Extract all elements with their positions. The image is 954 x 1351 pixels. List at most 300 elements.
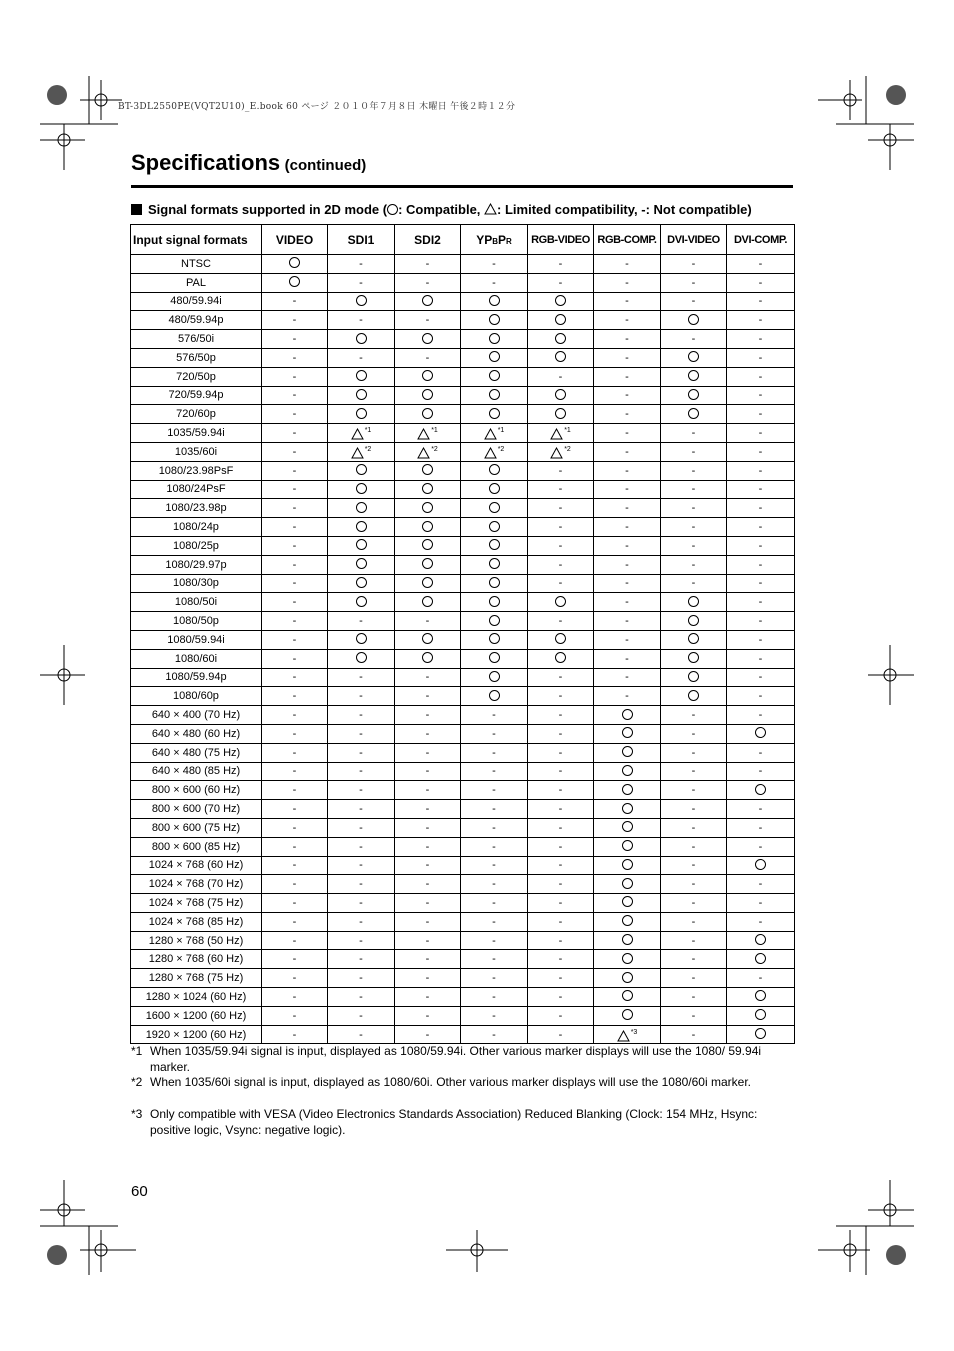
not-compatible-cell: - xyxy=(461,988,528,1007)
not-compatible-cell: - xyxy=(727,367,795,386)
compatible-cell xyxy=(262,273,328,292)
table-row xyxy=(131,593,795,612)
not-compatible-cell: - xyxy=(262,1006,328,1025)
not-compatible-cell: - xyxy=(594,442,661,461)
format-cell: 1280 × 1024 (60 Hz) xyxy=(131,988,262,1007)
not-compatible-cell: - xyxy=(262,555,328,574)
not-compatible-cell: - xyxy=(594,536,661,555)
book-header-line: BT-3DL2550PE(VQT2U10)_E.book 60 ページ ２０１０年７月８日 木曜日 午後２時１２分 xyxy=(118,102,516,112)
compatible-cell xyxy=(727,781,795,800)
not-compatible-cell: - xyxy=(727,273,795,292)
format-cell: 1035/60i xyxy=(131,442,262,461)
not-compatible-cell: - xyxy=(262,518,328,537)
table-row xyxy=(131,649,795,668)
footnote-ref: *1 xyxy=(431,427,438,435)
limited-cell xyxy=(461,442,528,461)
circle-icon xyxy=(555,633,566,644)
not-compatible-cell: - xyxy=(461,856,528,875)
limited-cell xyxy=(395,442,461,461)
compatible-cell xyxy=(328,386,395,405)
not-compatible-cell: - xyxy=(461,781,528,800)
not-compatible-cell: - xyxy=(727,348,795,367)
triangle-icon xyxy=(484,447,497,459)
not-compatible-cell: - xyxy=(528,762,594,781)
compatible-cell xyxy=(594,950,661,969)
not-compatible-cell: - xyxy=(727,480,795,499)
triangle-icon xyxy=(484,203,497,215)
circle-icon xyxy=(489,558,500,569)
table-row xyxy=(131,1025,795,1044)
not-compatible-cell: - xyxy=(328,988,395,1007)
circle-icon xyxy=(755,953,766,964)
circle-icon xyxy=(622,990,633,1001)
circle-icon xyxy=(555,408,566,419)
compatible-cell xyxy=(395,593,461,612)
not-compatible-cell: - xyxy=(528,574,594,593)
not-compatible-cell: - xyxy=(395,781,461,800)
circle-icon xyxy=(422,633,433,644)
not-compatible-cell: - xyxy=(594,273,661,292)
circle-icon xyxy=(755,859,766,870)
footnote xyxy=(131,1107,791,1138)
table-row xyxy=(131,612,795,631)
header-dvi-video: DVI-VIDEO xyxy=(661,225,727,255)
circle-icon xyxy=(422,596,433,607)
header-video: VIDEO xyxy=(262,225,328,255)
compatible-cell xyxy=(395,630,461,649)
not-compatible-cell: - xyxy=(727,330,795,349)
circle-icon xyxy=(422,408,433,419)
header-sdi2: SDI2 xyxy=(395,225,461,255)
compatible-cell xyxy=(461,480,528,499)
not-compatible-cell: - xyxy=(461,1006,528,1025)
compatible-cell xyxy=(328,330,395,349)
circle-icon xyxy=(489,483,500,494)
not-compatible-cell: - xyxy=(528,781,594,800)
not-compatible-cell: - xyxy=(395,612,461,631)
not-compatible-cell: - xyxy=(528,1025,594,1044)
not-compatible-cell: - xyxy=(262,536,328,555)
format-cell: 1024 × 768 (85 Hz) xyxy=(131,912,262,931)
compatible-cell xyxy=(461,367,528,386)
compatible-cell xyxy=(528,330,594,349)
compatible-cell xyxy=(594,912,661,931)
circle-icon xyxy=(555,295,566,306)
format-cell: 1024 × 768 (60 Hz) xyxy=(131,856,262,875)
compatible-cell xyxy=(328,518,395,537)
not-compatible-cell: - xyxy=(528,818,594,837)
circle-icon xyxy=(387,204,398,215)
compatible-cell xyxy=(395,480,461,499)
header-dvi-comp: DVI-COMP. xyxy=(727,225,795,255)
table-row xyxy=(131,818,795,837)
compatible-cell xyxy=(395,386,461,405)
circle-icon xyxy=(356,483,367,494)
not-compatible-cell: - xyxy=(328,1006,395,1025)
not-compatible-cell: - xyxy=(528,988,594,1007)
footnote-ref: *2 xyxy=(564,445,571,453)
compatible-cell xyxy=(594,706,661,725)
not-compatible-cell: - xyxy=(262,837,328,856)
format-cell: NTSC xyxy=(131,255,262,274)
compatible-cell xyxy=(461,499,528,518)
compatible-cell xyxy=(661,593,727,612)
not-compatible-cell: - xyxy=(594,292,661,311)
not-compatible-cell: - xyxy=(395,856,461,875)
section-lead: Signal formats supported in 2D mode ( xyxy=(148,202,388,217)
square-bullet-icon xyxy=(131,204,142,215)
compatible-cell xyxy=(328,499,395,518)
header-input-signal-formats: Input signal formats xyxy=(131,225,262,255)
circle-icon xyxy=(289,276,300,287)
not-compatible-cell: - xyxy=(395,687,461,706)
section-compatible: : Compatible, xyxy=(398,202,485,217)
circle-icon xyxy=(356,577,367,588)
not-compatible-cell: - xyxy=(727,969,795,988)
not-compatible-cell: - xyxy=(594,668,661,687)
limited-cell xyxy=(395,424,461,443)
not-compatible-cell: - xyxy=(461,255,528,274)
not-compatible-cell: - xyxy=(594,424,661,443)
page-title xyxy=(131,150,366,176)
circle-icon xyxy=(555,333,566,344)
compatible-cell xyxy=(594,724,661,743)
compatible-cell xyxy=(661,386,727,405)
not-compatible-cell: - xyxy=(528,687,594,706)
not-compatible-cell: - xyxy=(395,894,461,913)
circle-icon xyxy=(688,351,699,362)
circle-icon xyxy=(489,370,500,381)
circle-icon xyxy=(688,408,699,419)
compatible-cell xyxy=(328,461,395,480)
compatible-cell xyxy=(461,405,528,424)
not-compatible-cell: - xyxy=(262,988,328,1007)
not-compatible-cell: - xyxy=(461,950,528,969)
not-compatible-cell: - xyxy=(727,706,795,725)
not-compatible-cell: - xyxy=(461,818,528,837)
not-compatible-cell: - xyxy=(328,1025,395,1044)
circle-icon xyxy=(489,539,500,550)
circle-icon xyxy=(356,633,367,644)
not-compatible-cell: - xyxy=(395,273,461,292)
not-compatible-cell: - xyxy=(661,461,727,480)
footnote xyxy=(131,1044,791,1075)
circle-icon xyxy=(555,351,566,362)
not-compatible-cell: - xyxy=(594,386,661,405)
header-sdi1: SDI1 xyxy=(328,225,395,255)
circle-icon xyxy=(555,596,566,607)
table-row xyxy=(131,367,795,386)
circle-icon xyxy=(356,539,367,550)
circle-icon xyxy=(489,464,500,475)
not-compatible-cell: - xyxy=(461,969,528,988)
not-compatible-cell: - xyxy=(328,724,395,743)
format-cell: 1080/60p xyxy=(131,687,262,706)
triangle-icon xyxy=(550,447,563,459)
not-compatible-cell: - xyxy=(528,856,594,875)
not-compatible-cell: - xyxy=(528,536,594,555)
circle-icon xyxy=(555,314,566,325)
not-compatible-cell: - xyxy=(528,499,594,518)
circle-icon xyxy=(489,615,500,626)
compatible-cell xyxy=(594,837,661,856)
not-compatible-cell: - xyxy=(528,931,594,950)
not-compatible-cell: - xyxy=(262,593,328,612)
circle-icon xyxy=(688,652,699,663)
not-compatible-cell: - xyxy=(727,687,795,706)
circle-icon xyxy=(422,521,433,532)
not-compatible-cell: - xyxy=(262,386,328,405)
not-compatible-cell: - xyxy=(328,762,395,781)
not-compatible-cell: - xyxy=(727,649,795,668)
not-compatible-cell: - xyxy=(727,499,795,518)
table-row xyxy=(131,800,795,819)
not-compatible-cell: - xyxy=(528,894,594,913)
not-compatible-cell: - xyxy=(661,743,727,762)
compatible-cell xyxy=(594,781,661,800)
circle-icon xyxy=(622,953,633,964)
not-compatible-cell: - xyxy=(395,931,461,950)
circle-icon xyxy=(356,464,367,475)
compatible-cell xyxy=(594,1006,661,1025)
not-compatible-cell: - xyxy=(395,800,461,819)
circle-icon xyxy=(356,333,367,344)
format-cell: 1280 × 768 (50 Hz) xyxy=(131,931,262,950)
format-cell: PAL xyxy=(131,273,262,292)
not-compatible-cell: - xyxy=(594,255,661,274)
compatible-cell xyxy=(661,405,727,424)
format-cell: 720/50p xyxy=(131,367,262,386)
table-row xyxy=(131,837,795,856)
not-compatible-cell: - xyxy=(262,781,328,800)
not-compatible-cell: - xyxy=(328,912,395,931)
not-compatible-cell: - xyxy=(395,1025,461,1044)
not-compatible-cell: - xyxy=(661,706,727,725)
circle-icon xyxy=(622,784,633,795)
not-compatible-cell: - xyxy=(594,330,661,349)
not-compatible-cell: - xyxy=(262,461,328,480)
not-compatible-cell: - xyxy=(395,969,461,988)
not-compatible-cell: - xyxy=(395,255,461,274)
compatible-cell xyxy=(528,593,594,612)
circle-icon xyxy=(356,521,367,532)
table-header-row xyxy=(131,225,795,255)
format-cell: 720/59.94p xyxy=(131,386,262,405)
format-cell: 800 × 600 (85 Hz) xyxy=(131,837,262,856)
not-compatible-cell: - xyxy=(661,442,727,461)
not-compatible-cell: - xyxy=(661,330,727,349)
table-row xyxy=(131,424,795,443)
circle-icon xyxy=(422,295,433,306)
compatible-cell xyxy=(461,311,528,330)
footnote-ref: *3 xyxy=(630,1028,638,1036)
not-compatible-cell: - xyxy=(395,706,461,725)
not-compatible-cell: - xyxy=(262,424,328,443)
not-compatible-cell: - xyxy=(262,706,328,725)
triangle-icon xyxy=(550,428,563,440)
format-cell: 1600 × 1200 (60 Hz) xyxy=(131,1006,262,1025)
not-compatible-cell: - xyxy=(661,856,727,875)
circle-icon xyxy=(622,821,633,832)
compatible-cell xyxy=(328,630,395,649)
not-compatible-cell: - xyxy=(262,442,328,461)
compatible-cell xyxy=(727,931,795,950)
circle-icon xyxy=(489,633,500,644)
not-compatible-cell: - xyxy=(262,348,328,367)
compatible-cell xyxy=(594,818,661,837)
compatible-cell xyxy=(727,1025,795,1044)
title-main: Specifications xyxy=(131,150,281,175)
not-compatible-cell: - xyxy=(461,1025,528,1044)
not-compatible-cell: - xyxy=(594,311,661,330)
compatible-cell xyxy=(661,311,727,330)
not-compatible-cell: - xyxy=(328,687,395,706)
not-compatible-cell: - xyxy=(661,894,727,913)
header-rgb-video: RGB-VIDEO xyxy=(528,225,594,255)
not-compatible-cell: - xyxy=(262,649,328,668)
compatible-cell xyxy=(461,574,528,593)
format-cell: 640 × 400 (70 Hz) xyxy=(131,706,262,725)
not-compatible-cell: - xyxy=(594,612,661,631)
not-compatible-cell: - xyxy=(727,762,795,781)
not-compatible-cell: - xyxy=(262,894,328,913)
not-compatible-cell: - xyxy=(328,800,395,819)
table-row xyxy=(131,988,795,1007)
footnote-text: When 1035/59.94i signal is input, displayed as 1080/59.94i. Other various marker displays will use the 1080/ 59.94i marker. xyxy=(150,1044,762,1074)
not-compatible-cell: - xyxy=(661,781,727,800)
not-compatible-cell: - xyxy=(461,912,528,931)
circle-icon xyxy=(422,333,433,344)
table-row xyxy=(131,875,795,894)
not-compatible-cell: - xyxy=(727,292,795,311)
not-compatible-cell: - xyxy=(661,912,727,931)
compatible-cell xyxy=(661,348,727,367)
not-compatible-cell: - xyxy=(661,724,727,743)
not-compatible-cell: - xyxy=(395,912,461,931)
table-row xyxy=(131,687,795,706)
not-compatible-cell: - xyxy=(727,555,795,574)
not-compatible-cell: - xyxy=(461,931,528,950)
not-compatible-cell: - xyxy=(661,536,727,555)
compatible-cell xyxy=(461,518,528,537)
not-compatible-cell: - xyxy=(661,969,727,988)
limited-cell xyxy=(528,424,594,443)
triangle-icon xyxy=(351,428,364,440)
table-body xyxy=(131,255,795,1044)
not-compatible-cell: - xyxy=(727,405,795,424)
not-compatible-cell: - xyxy=(528,875,594,894)
compatible-cell xyxy=(594,743,661,762)
format-cell: 1080/50i xyxy=(131,593,262,612)
not-compatible-cell: - xyxy=(328,931,395,950)
circle-icon xyxy=(755,1009,766,1020)
circle-icon xyxy=(489,351,500,362)
circle-icon xyxy=(356,596,367,607)
compatible-cell xyxy=(594,988,661,1007)
ypbpr-p: P xyxy=(498,232,507,247)
not-compatible-cell: - xyxy=(661,950,727,969)
limited-cell xyxy=(528,442,594,461)
circle-icon xyxy=(755,934,766,945)
compatible-cell xyxy=(461,687,528,706)
table-row xyxy=(131,894,795,913)
circle-icon xyxy=(489,577,500,588)
circle-icon xyxy=(422,464,433,475)
ypbpr-b: B xyxy=(492,236,498,246)
limited-cell xyxy=(328,442,395,461)
header-ypbpr xyxy=(461,225,528,255)
not-compatible-cell: - xyxy=(262,668,328,687)
title-suffix: (continued) xyxy=(284,157,367,174)
ypbpr-r: R xyxy=(506,236,512,246)
not-compatible-cell: - xyxy=(594,367,661,386)
circle-icon xyxy=(622,709,633,720)
table-row xyxy=(131,574,795,593)
not-compatible-cell: - xyxy=(262,405,328,424)
not-compatible-cell: - xyxy=(262,630,328,649)
circle-icon xyxy=(356,502,367,513)
not-compatible-cell: - xyxy=(328,348,395,367)
compatible-cell xyxy=(528,348,594,367)
compatible-cell xyxy=(461,612,528,631)
not-compatible-cell: - xyxy=(661,837,727,856)
footnote-key: *1 xyxy=(131,1044,143,1058)
header-rgb-comp: RGB-COMP. xyxy=(594,225,661,255)
not-compatible-cell: - xyxy=(528,367,594,386)
not-compatible-cell: - xyxy=(262,330,328,349)
compatible-cell xyxy=(528,386,594,405)
format-cell: 1080/24p xyxy=(131,518,262,537)
not-compatible-cell: - xyxy=(528,706,594,725)
circle-icon xyxy=(489,389,500,400)
format-cell: 480/59.94p xyxy=(131,311,262,330)
not-compatible-cell: - xyxy=(461,800,528,819)
not-compatible-cell: - xyxy=(594,348,661,367)
circle-icon xyxy=(555,652,566,663)
circle-icon xyxy=(688,314,699,325)
compatible-cell xyxy=(395,574,461,593)
table-row xyxy=(131,480,795,499)
limited-cell xyxy=(328,424,395,443)
triangle-icon xyxy=(417,447,430,459)
compatible-cell xyxy=(661,612,727,631)
not-compatible-cell: - xyxy=(528,555,594,574)
circle-icon xyxy=(688,370,699,381)
not-compatible-cell: - xyxy=(661,480,727,499)
not-compatible-cell: - xyxy=(594,555,661,574)
not-compatible-cell: - xyxy=(262,292,328,311)
compatible-cell xyxy=(594,875,661,894)
compatible-cell xyxy=(594,800,661,819)
compatible-cell xyxy=(661,687,727,706)
not-compatible-cell: - xyxy=(262,818,328,837)
not-compatible-cell: - xyxy=(328,856,395,875)
compatible-cell xyxy=(727,950,795,969)
not-compatible-cell: - xyxy=(661,255,727,274)
not-compatible-cell: - xyxy=(328,894,395,913)
not-compatible-cell: - xyxy=(727,743,795,762)
not-compatible-cell: - xyxy=(661,875,727,894)
table-row xyxy=(131,405,795,424)
table-row xyxy=(131,743,795,762)
not-compatible-cell: - xyxy=(528,612,594,631)
circle-icon xyxy=(489,671,500,682)
footnote-key: *2 xyxy=(131,1075,143,1089)
footnote-text: Only compatible with VESA (Video Electronics Standards Association) Reduced Blanking (Clock: 154 MHz, Hsync: positive logic, Vsync: negative logic). xyxy=(150,1107,758,1137)
format-cell: 1080/23.98PsF xyxy=(131,461,262,480)
not-compatible-cell: - xyxy=(262,574,328,593)
not-compatible-cell: - xyxy=(661,292,727,311)
